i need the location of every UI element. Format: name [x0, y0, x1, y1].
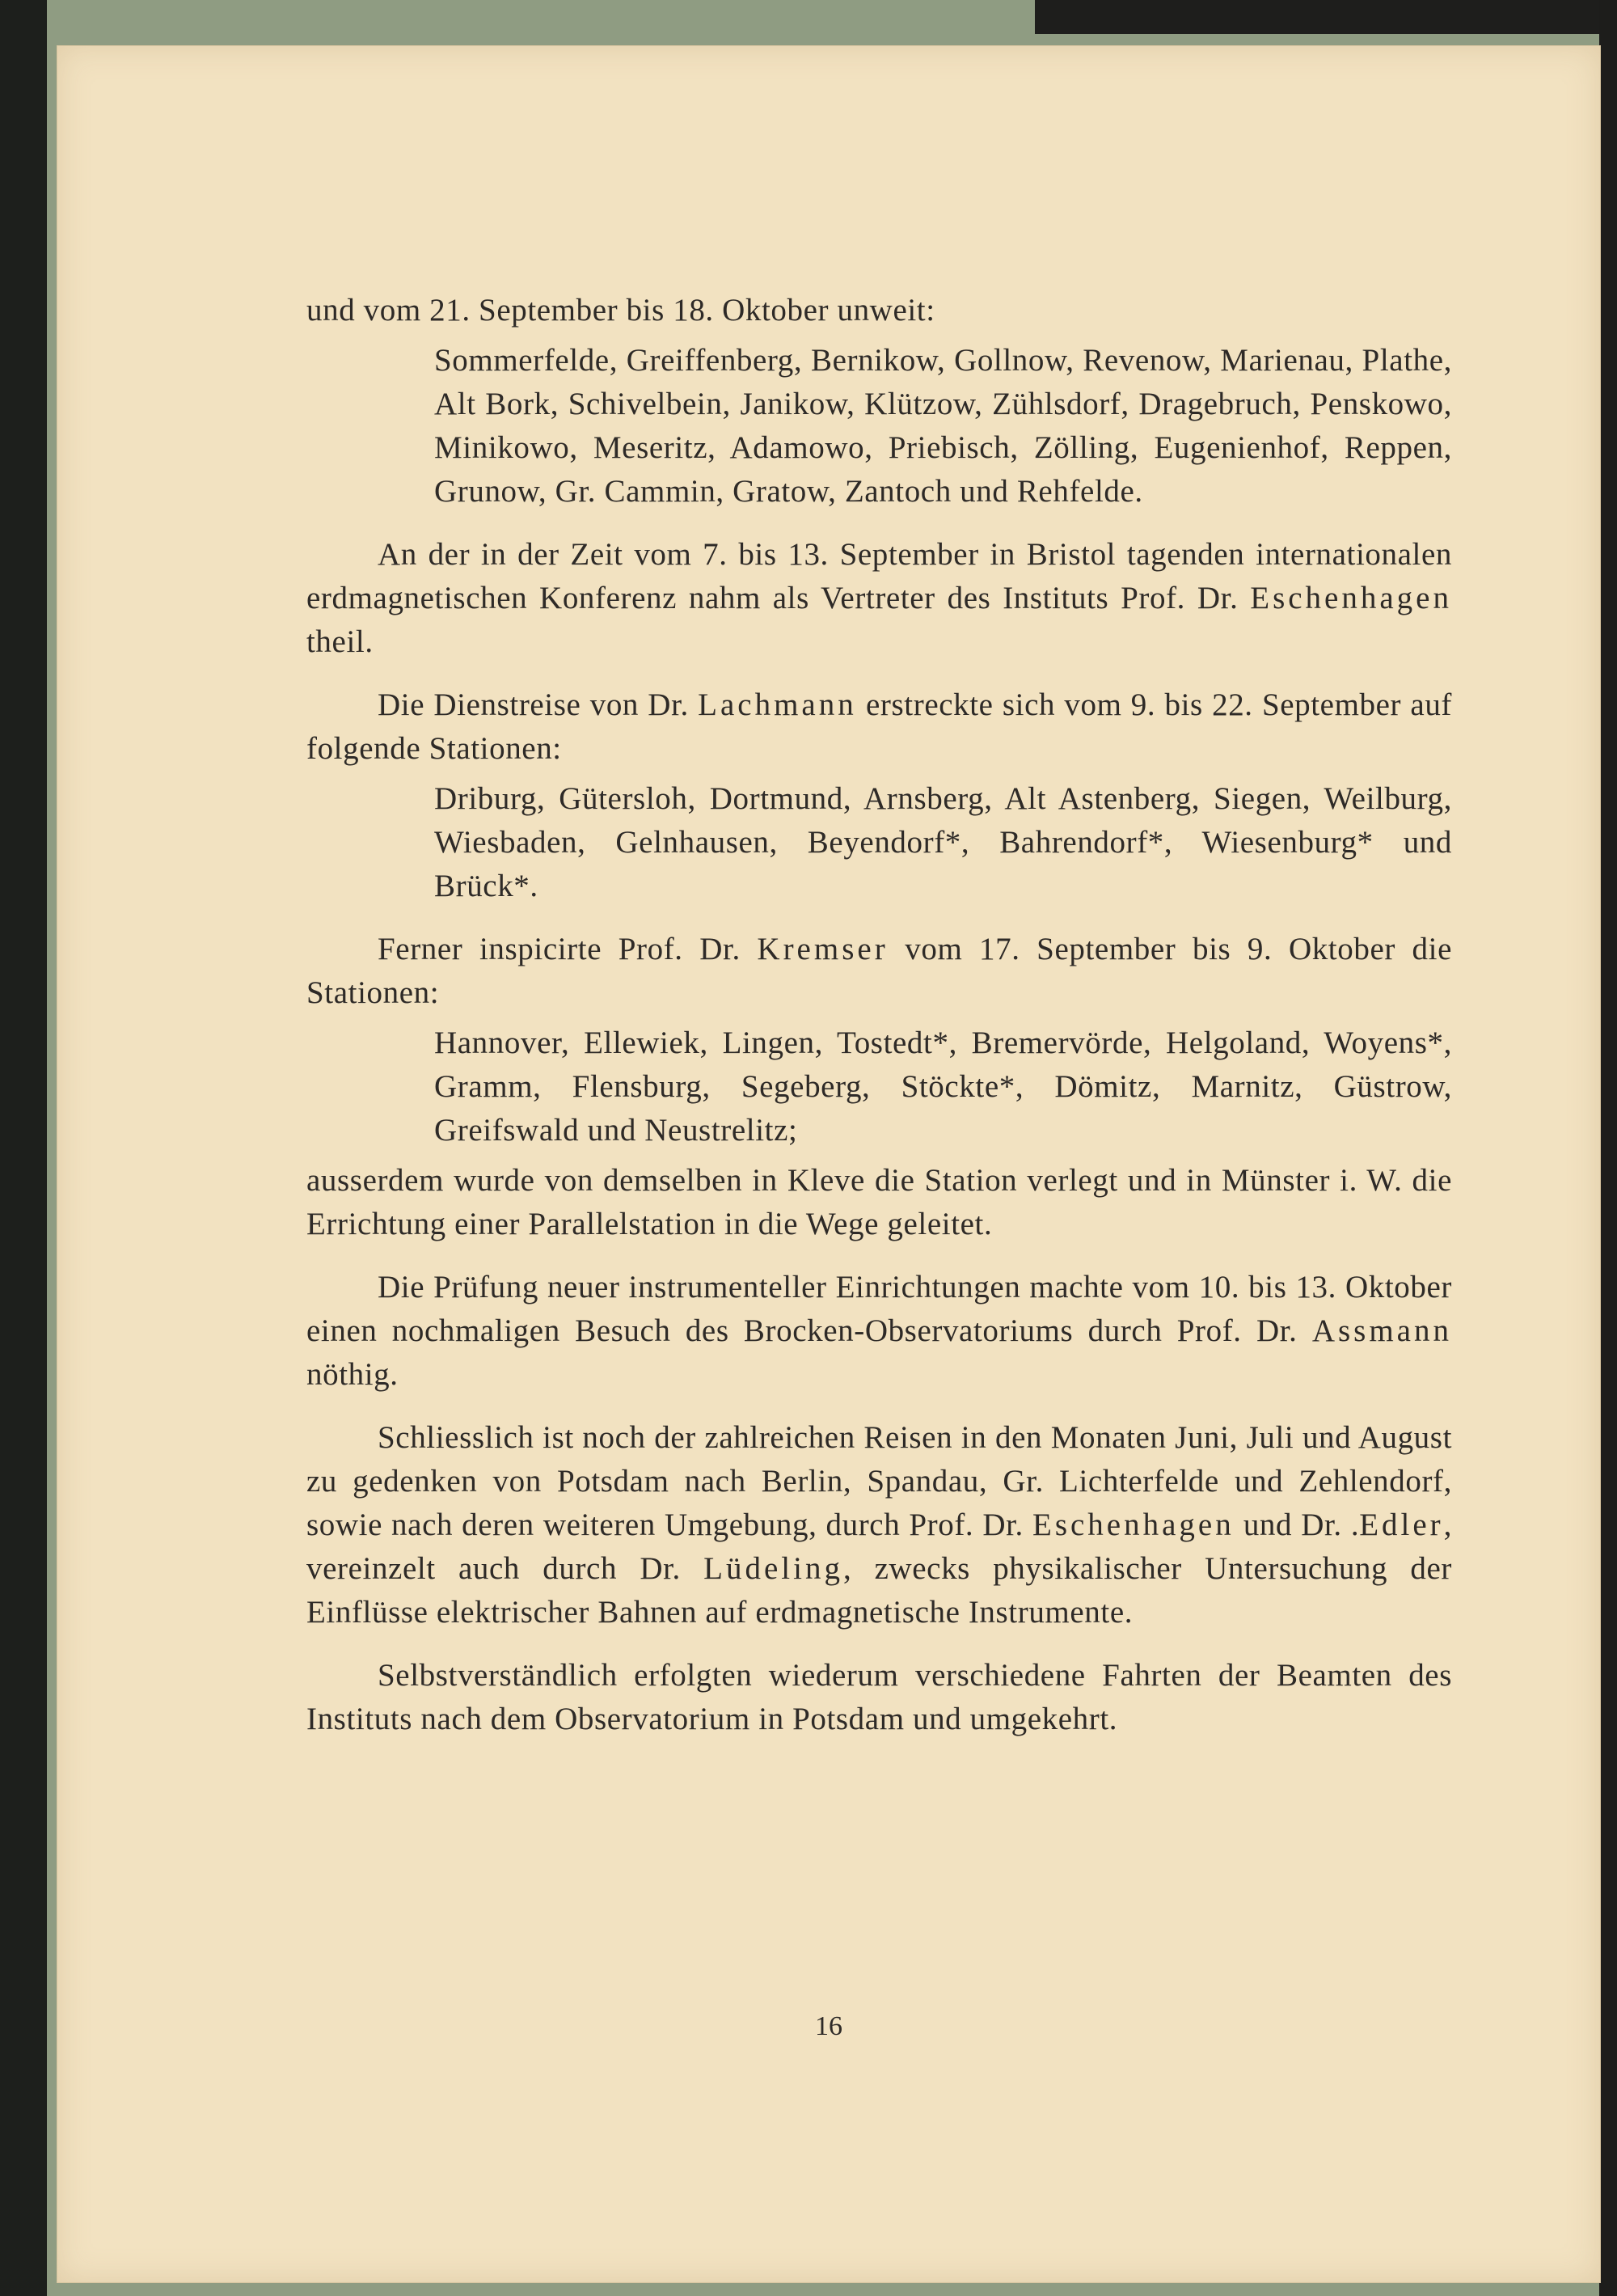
paragraph-bristol-conference: [306, 533, 1452, 664]
person-name: Lachmann: [698, 687, 857, 722]
station-list-1: Sommerfelde, Greiffenberg, Bernikow, Gollnow, Revenow, Marienau, Plathe, Alt Bork, Schivelbein, Janikow, Klützow, Zühlsdorf, Dragebruch, Penskowo, Minikowo, Meseritz, Adamowo, Priebisch, Zölling, Eugenienhof, Reppen, Grunow, Gr. Cammin, Gratow, Zantoch und Rehfelde.: [434, 343, 1452, 509]
paragraph-brocken-observatory: [306, 1266, 1452, 1397]
book-spine-edge: [0, 0, 47, 2296]
text-span: theil.: [306, 624, 374, 659]
page-number: 16: [815, 2011, 842, 2041]
station-list-3: Hannover, Ellewiek, Lingen, Tostedt*, Bremervörde, Helgoland, Woyens*, Gramm, Flensburg, Segeberg, Stöckte*, Dömitz, Marnitz, Güstrow, Greifswald und Neustrelitz;: [434, 1025, 1452, 1148]
text-span: erstreckte sich vom 9. bis 22. September auf folgende Stationen:: [306, 687, 1453, 766]
person-name: Assmann: [1311, 1313, 1452, 1348]
text-span: , vereinzelt auch durch Dr.: [306, 1507, 1453, 1586]
text-span: , zwecks physikalischer Untersuchung der Einflüsse elektrischer Bahnen auf erdmagnetische Instrumente.: [306, 1551, 1452, 1630]
text-span: Schliesslich ist noch der zahlreichen Reisen in den Monaten Juni, Juli und August zu gedenken von Potsdam nach Berlin, Spandau, Gr. Lichterfelde und Zehlendorf, sowie nach deren weiteren Umgebung, durch Prof. Dr.: [306, 1420, 1452, 1542]
text-span: An der in der Zeit vom 7. bis 13. September in Bristol tagenden internationalen erdmagnetischen Konferenz nahm als Vertreter des Instituts Prof. Dr.: [306, 537, 1452, 615]
text-span: und Dr. .: [1234, 1507, 1360, 1542]
text-span: Ferner inspicirte Prof. Dr.: [378, 932, 758, 966]
station-list-2: Driburg, Gütersloh, Dortmund, Arnsberg, Alt Astenberg, Siegen, Weilburg, Wiesbaden, Gelnhausen, Beyendorf*, Bahrendorf*, Wiesenburg* und Brück*.: [434, 781, 1452, 903]
paragraph-lachmann-trip: [306, 683, 1452, 771]
person-name: Kremser: [757, 932, 889, 966]
page-text: [306, 289, 1452, 1741]
paragraph-summer-trips: [306, 1416, 1452, 1634]
background-edge-top: [1035, 0, 1617, 34]
paragraph-kremser-inspection: [306, 928, 1452, 1015]
person-name: Lüdeling: [703, 1551, 843, 1586]
paragraph-potsdam-trips: Selbstverständlich erfolgten wiederum verschiedene Fahrten der Beamten des Instituts nach dem Observatorium in Potsdam und umgekehrt.: [306, 1658, 1452, 1736]
person-name: Edler: [1359, 1507, 1444, 1542]
text-span: nöthig.: [306, 1357, 399, 1392]
person-name: Eschenhagen: [1250, 581, 1452, 615]
text-span: Die Dienstreise von Dr.: [378, 687, 699, 722]
background-edge-right: [1599, 0, 1617, 2296]
text-span: vom 17. September bis 9. Oktober die Stationen:: [306, 932, 1452, 1010]
text-span: Die Prüfung neuer instrumenteller Einrichtungen machte vom 10. bis 13. Oktober einen nochmaligen Besuch des Brocken-Observatoriums durch Prof. Dr.: [306, 1270, 1452, 1348]
paragraph-intro: und vom 21. September bis 18. Oktober unweit:: [306, 293, 935, 328]
paragraph-kleve-muenster: ausserdem wurde von demselben in Kleve die Station verlegt und in Münster i. W. die Errichtung einer Parallelstation in die Wege geleitet.: [306, 1163, 1452, 1241]
person-name: Eschenhagen: [1032, 1507, 1235, 1542]
book-page: [57, 45, 1601, 2283]
